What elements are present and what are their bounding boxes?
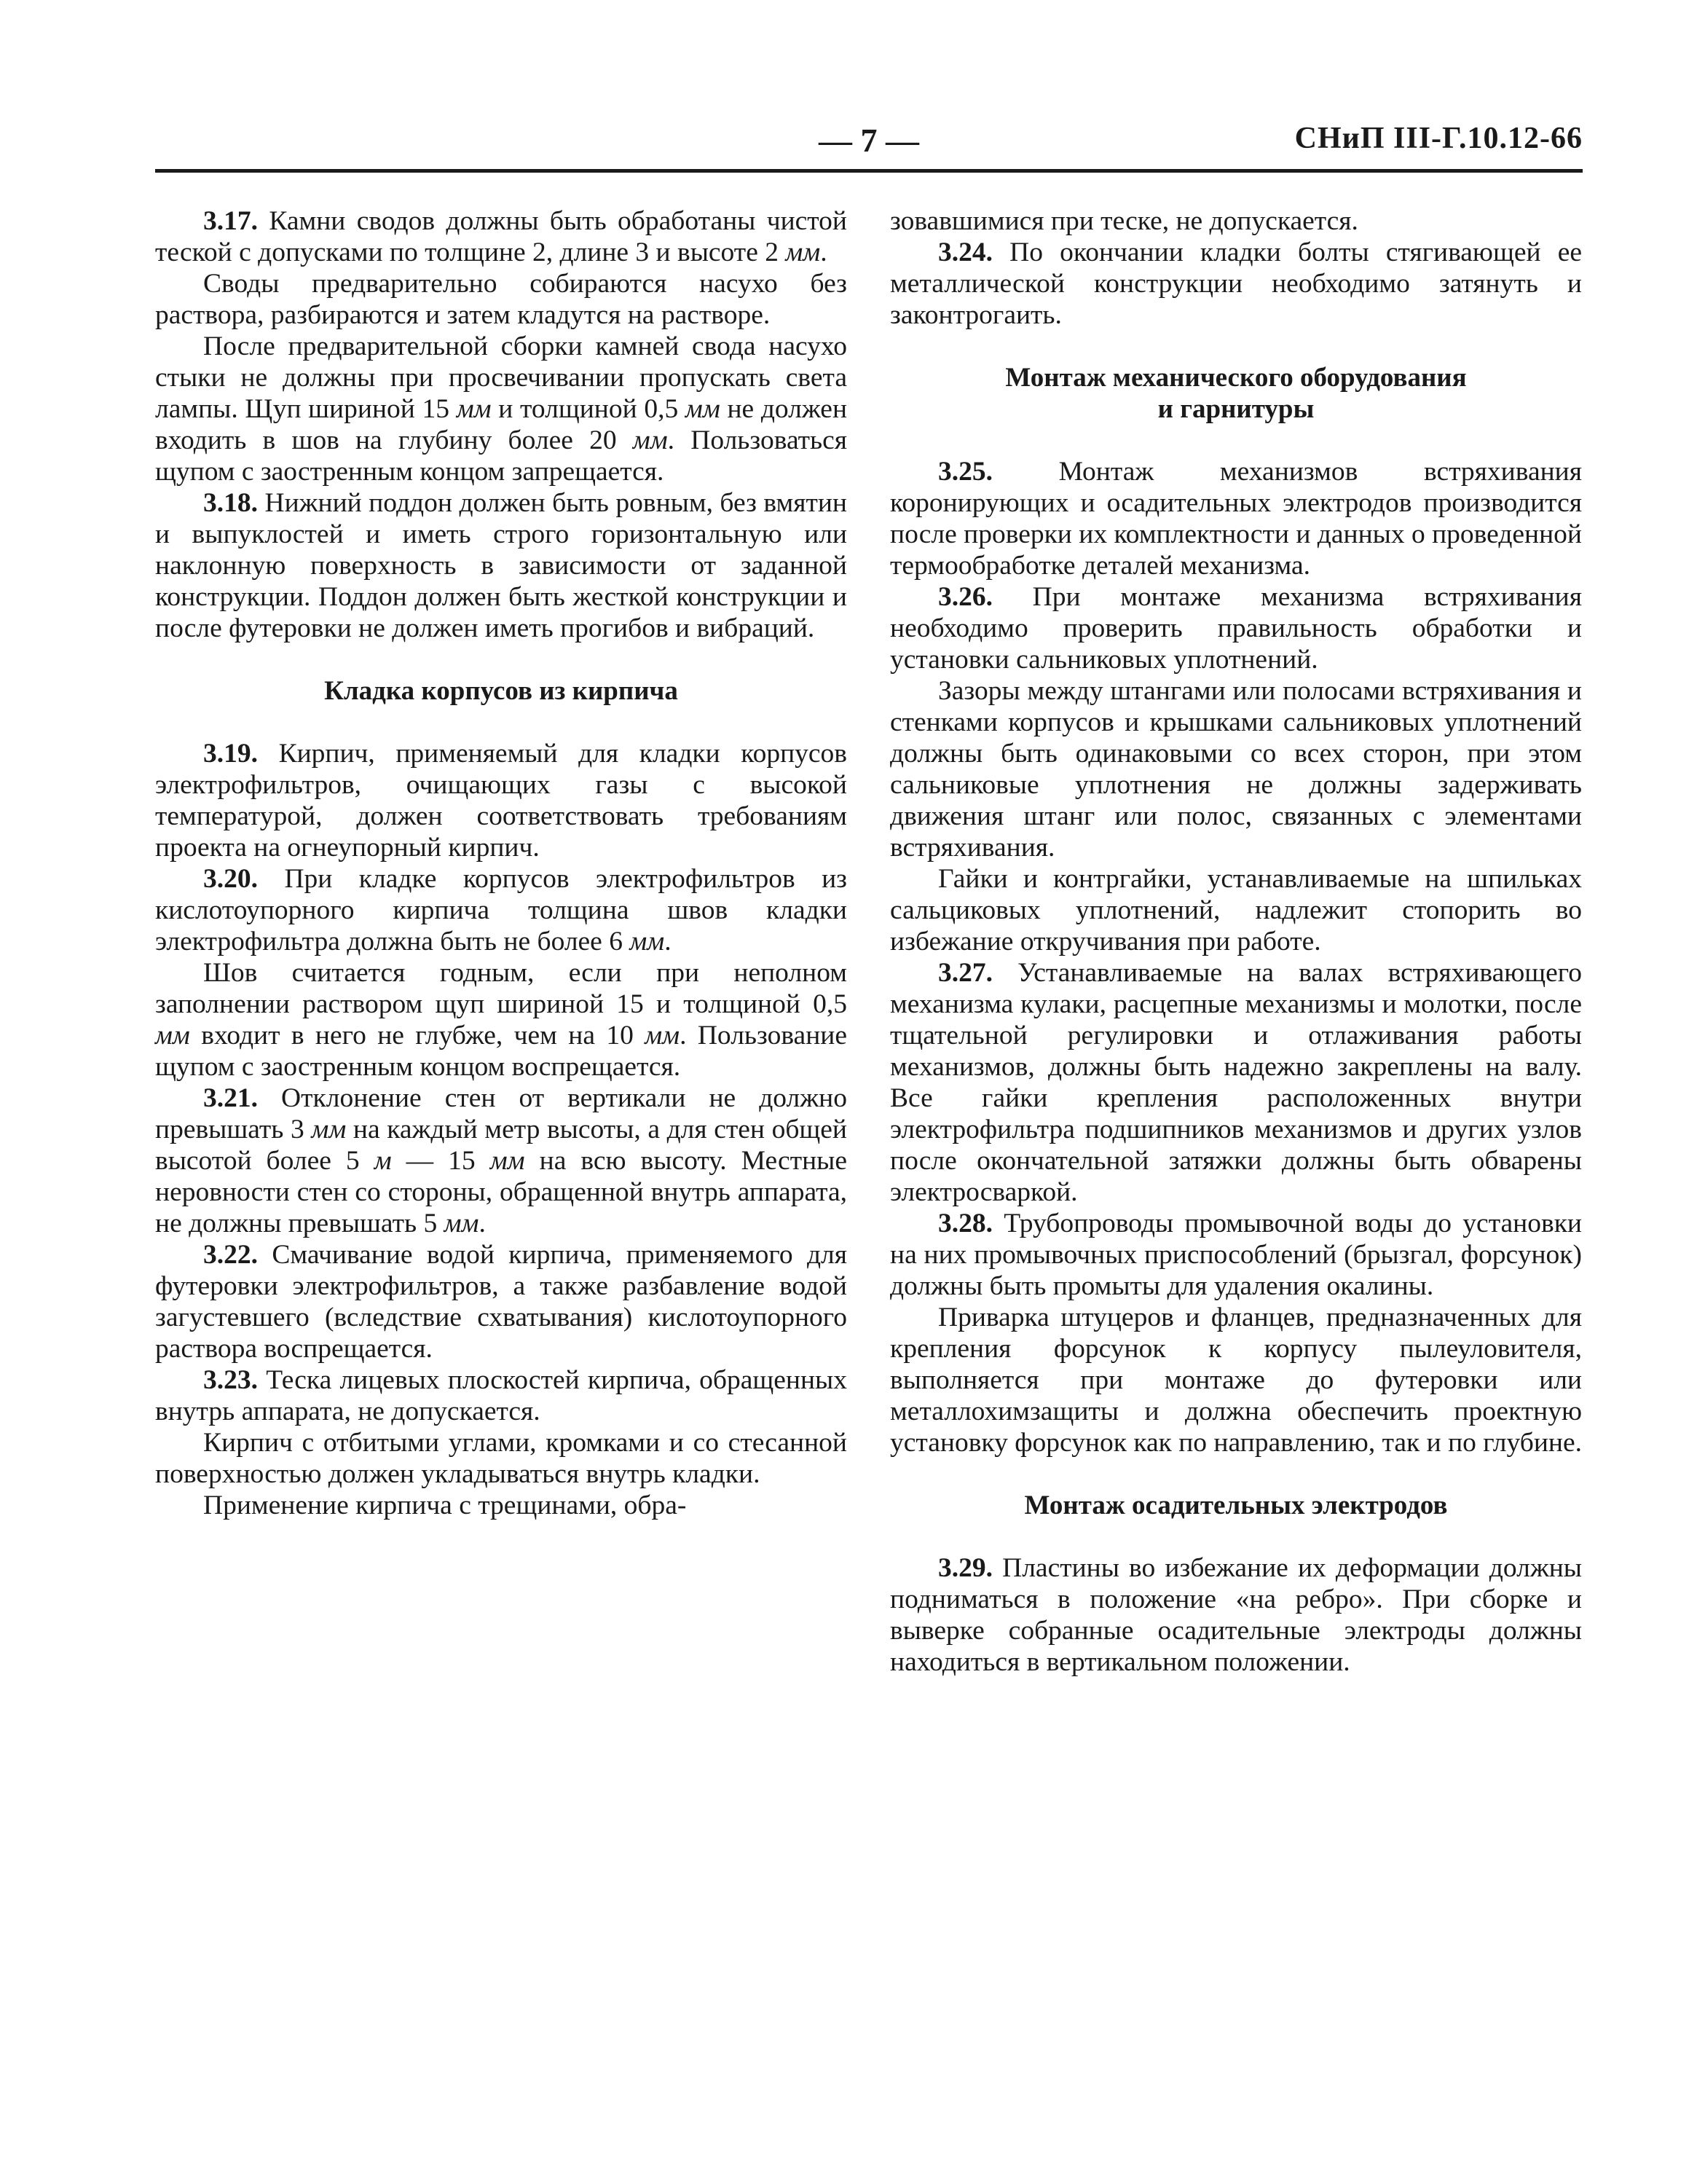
paragraph-text: После предварительной сборки камней свода насухо стыки не должны при просвечивании пропускать света лампы. Щуп шириной 15 [155, 331, 847, 424]
paragraph [155, 957, 847, 1083]
clause-3-23 [155, 1364, 847, 1427]
unit: м [374, 1146, 392, 1176]
left-column [155, 205, 847, 1521]
paragraph-text: . Пользоваться щупом с заостренным концом запрещается. [155, 425, 848, 487]
clause-3-28 [890, 1208, 1582, 1302]
clause-text: Отклонение стен от вертикали не должно превышать 3 [155, 1083, 847, 1144]
clause-number: 3.27. [938, 958, 993, 988]
paragraph-text: не должен входить в шов на глубину более 20 [155, 394, 848, 455]
clause-text: Теска лицевых плоскостей кирпича, обращенных внутрь аппарата, не допускается. [155, 1365, 847, 1426]
clause-text: Кирпич, применяемый для кладки корпусов электрофильтров, очищающих газы с высокой температурой, должен соответствовать требованиям проекта на огнеупорный кирпич. [155, 739, 847, 863]
paragraph: Зазоры между штангами или полосами встряхивания и стенками корпусов и крышками сальниковых уплотнений должны быть одинаковыми со всех сторон, при этом сальниковые уплотнения не должны задерживать движения штанг или полос, связанных с элементами встряхивания. [890, 676, 1582, 863]
clause-text: Устанавливаемые на валах встряхивающего механизма кулаки, расцепные механизмы и молотки, после тщательной регулировки и отлаживания работы механизмов, должны быть надежно закреплены на валу. Все гайки крепления расположенных внутри электрофильтра подшипников механизмов и других узлов после окончательной затяжки должны быть обварены электросваркой. [890, 958, 1582, 1207]
unit: мм [456, 394, 492, 424]
section-heading: Кладка корпусов из кирпича [324, 676, 678, 706]
clause-number: 3.18. [203, 488, 258, 518]
unit: мм [155, 1021, 190, 1050]
unit: мм [629, 927, 665, 957]
clause-number: 3.25. [938, 457, 993, 487]
clause-text: При монтаже механизма встряхивания необходимо проверить правильность обработки и установки сальниковых уплотнений. [890, 582, 1582, 675]
clause-3-29 [890, 1552, 1582, 1678]
clause-number: 3.19. [203, 739, 258, 769]
clause-3-19 [155, 738, 847, 863]
unit: мм [685, 394, 720, 424]
clause-number: 3.28. [938, 1209, 993, 1238]
clause-number: 3.21. [203, 1083, 258, 1113]
unit: мм [632, 425, 668, 455]
page-number: — 7 — [819, 122, 919, 159]
clause-number: 3.22. [203, 1240, 258, 1270]
clause-text: По окончании кладки болты стягивающей ее металлической конструкции необходимо затянуть и законтрогаить. [890, 237, 1582, 330]
clause-text: на всю высоту. Местные неровности стен со стороны, обращенной внутрь аппарата, не должны превышать 5 [155, 1146, 847, 1238]
page-header [155, 117, 1583, 168]
clause-number: 3.23. [203, 1365, 258, 1395]
paragraph: Гайки и контргайки, устанавливаемые на шпильках сальциковых уплотнений, надлежит стопорить во избежание откручивания при работе. [890, 864, 1582, 957]
clause-text: . [820, 237, 827, 267]
clause-3-22 [155, 1239, 847, 1364]
clause-text: Нижний поддон должен быть ровным, без вмятин и выпуклостей и иметь строго горизонтальную или наклонную поверхность в зависимости от заданной конструкции. Поддон должен быть жесткой конструкции и после футеровки не должен иметь прогибов и вибраций. [155, 488, 847, 643]
paragraph-text: входит в него не глубже, чем на 10 [189, 1021, 645, 1050]
clause-number: 3.24. [938, 237, 993, 267]
clause-number: 3.17. [203, 206, 258, 236]
paragraph-continuation: зовавшимися при теске, не допускается. [890, 206, 1358, 236]
clause-text: Монтаж механизмов встряхивания коронирующих и осадительных электродов производится после проверки их комплектности и данных о проведенной термообработке деталей механизма. [890, 457, 1582, 581]
clause-3-20 [155, 863, 847, 957]
clause-3-18 [155, 487, 847, 644]
document-code: СНиП III-Г.10.12-66 [1294, 122, 1583, 155]
section-heading-line-2: и гарнитуры [1157, 394, 1315, 424]
paragraph-text: и толщиной 0,5 [491, 394, 685, 424]
clause-text: . [479, 1209, 486, 1238]
paragraph [155, 331, 847, 487]
clause-text: Пластины во избежание их деформации должны подниматься в положение «на ребро». При сборке и выверке собранные осадительные электроды должны находиться в вертикальном положении. [890, 1553, 1582, 1677]
section-heading: Монтаж механического оборудования [1005, 363, 1467, 393]
clause-text: Смачивание водой кирпича, применяемого для футеровки электрофильтров, а также разбавление водой загустевшего (вследствие схватывания) кислотоупорного раствора воспрещается. [155, 1240, 847, 1364]
paragraph: Своды предварительно собираются насухо без раствора, разбираются и затем кладутся на растворе. [155, 269, 847, 330]
clause-text: При кладке корпусов электрофильтров из кислотоупорного кирпича толщина швов кладки электрофильтра должна быть не более 6 [155, 864, 847, 957]
paragraph-text: Шов считается годным, если при неполном заполнении раствором щуп шириной 15 и толщиной 0,5 [155, 958, 847, 1019]
unit: мм [311, 1115, 347, 1144]
clause-text: на каждый метр высоты, а для стен общей высотой более 5 [155, 1115, 848, 1176]
clause-3-17 [155, 205, 847, 268]
paragraph-text: . Пользование щупом с заостренным концом воспрещается. [155, 1021, 847, 1082]
unit: мм [645, 1021, 680, 1050]
clause-3-27 [890, 957, 1582, 1208]
right-column [890, 205, 1582, 1678]
paragraph: Кирпич с отбитыми углами, кромками и со стесанной поверхностью должен укладываться внутрь кладки. [155, 1428, 847, 1489]
clause-text: . [664, 927, 672, 957]
clause-number: 3.20. [203, 864, 258, 894]
clause-number: 3.26. [938, 582, 993, 612]
paragraph: Применение кирпича с трещинами, обра- [203, 1490, 687, 1520]
clause-text: Камни сводов должны быть обработаны чистой теской с допусками по толщине 2, длине 3 и высоте 2 [155, 206, 847, 267]
clause-text: Трубопроводы промывочной воды до установки на них промывочных приспособлений (брызгал, форсунок) должны быть промыты для удаления окалины. [890, 1209, 1582, 1301]
clause-3-21 [155, 1083, 847, 1239]
unit: мм [489, 1146, 525, 1176]
unit: мм [785, 237, 821, 267]
clause-3-24 [890, 237, 1582, 331]
section-heading: Монтаж осадительных электродов [1024, 1490, 1448, 1520]
unit: мм [444, 1209, 479, 1238]
clause-3-26 [890, 581, 1582, 675]
clause-3-25 [890, 456, 1582, 581]
paragraph: Приварка штуцеров и фланцев, предназначенных для крепления форсунок к корпусу пылеуловителя, выполняется при монтаже до футеровки или металлохимзащиты и должна обеспечить проектную установку форсунок как по направлению, так и по глубине. [890, 1303, 1582, 1458]
clause-text: — 15 [391, 1146, 490, 1176]
header-rule [155, 169, 1583, 173]
clause-number: 3.29. [938, 1553, 993, 1583]
